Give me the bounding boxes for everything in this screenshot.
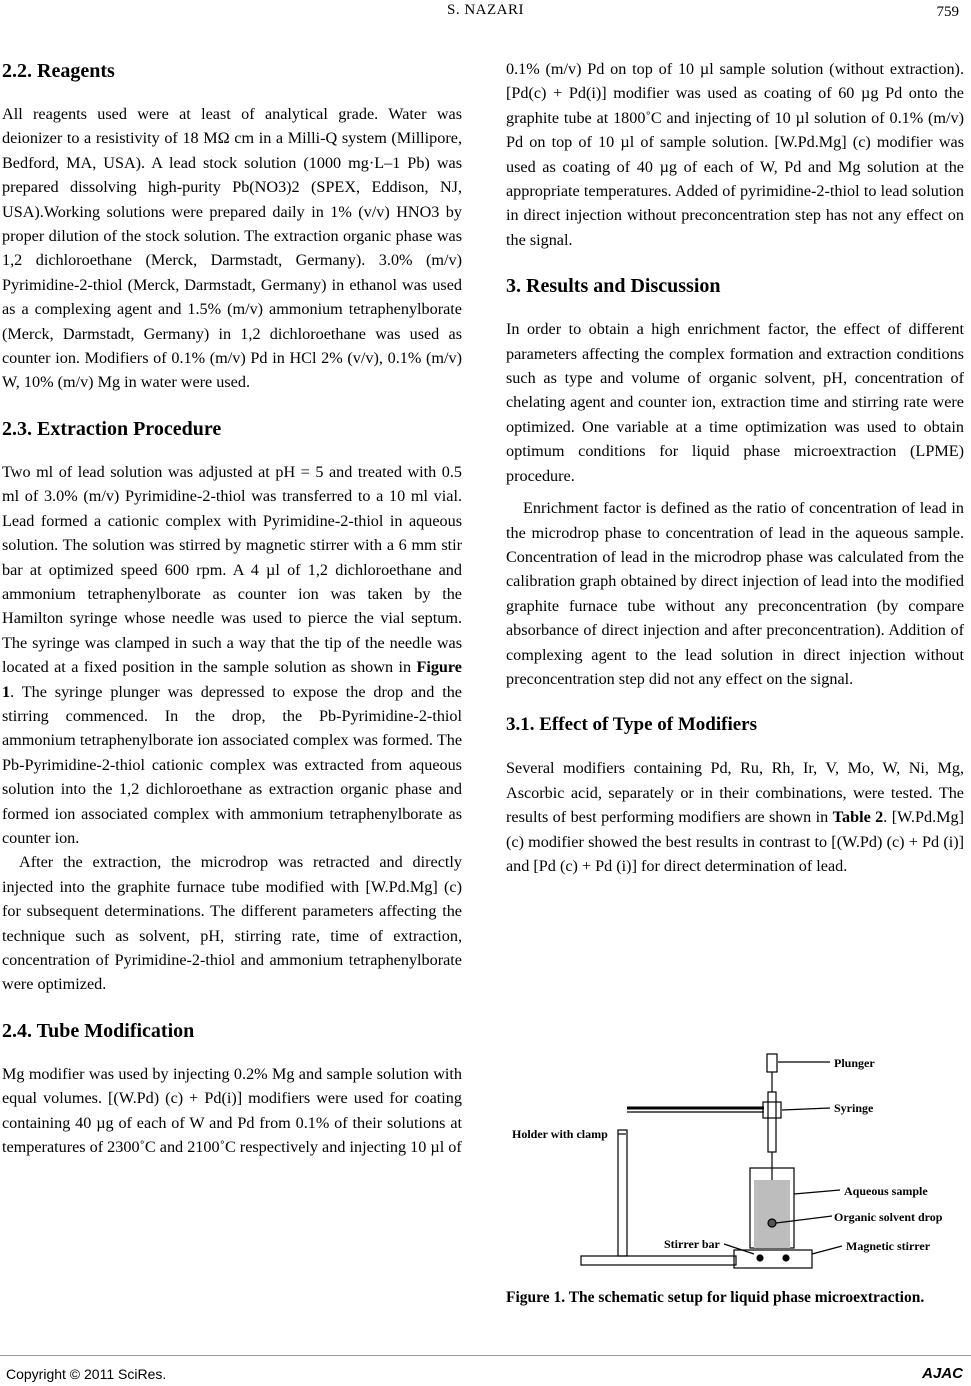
tube-paragraph: Mg modifier was used by injecting 0.2% Mg and sample solution with equal volumes. [(W.Pd) (c) + Pd(i)] modifiers were used for coating containing 40 µg of each of W and Pd from 0.1% of their solutions at temperatures of 2300˚C and 2100˚C respectively and injecting 10 µl of [2, 1064, 462, 1157]
modifiers-paragraph [506, 756, 964, 878]
page-number: 759 [936, 4, 959, 20]
right-column [506, 57, 964, 878]
copyright: Copyright © 2011 SciRes. [6, 1366, 167, 1382]
journal-abbrev: AJAC [922, 1365, 963, 1382]
extraction-paragraph-2: After the extraction, the microdrop was retracted and directly injected into the graphite furnace tube modified with [W.Pd.Mg] (c) for subsequent determinations. The different parameters affecting the technique such as solvent, pH, stirring rate, time of extraction, concentration of Pyrimidine-2-thiol and ammonium tetraphenylborate were optimized. [2, 853, 462, 994]
setup-diagram [506, 1040, 964, 1290]
syringe-barrel [768, 1092, 776, 1152]
running-title: S. NAZARI [446, 2, 524, 18]
extraction-text-1-end: . The syringe plunger was depressed to expose the drop and the stirring commenced. In the drop, the Pb-Pyrimidine-2-thiol ammonium tetraphenylborate ion associated complex was formed. The Pb-Pyrimidine-2-thiol cationic complex was extracted from aqueous solution into the 1,2 dichloroethane as extraction organic phase and formed ion associated complex with ammonium tetraphenylborate as counter ion. [2, 682, 462, 847]
section-heading-results: 3. Results and Discussion [506, 275, 721, 298]
plunger-top [767, 1054, 777, 1072]
label-aqueous: Aqueous sample [844, 1184, 928, 1198]
label-holder: Holder with clamp [512, 1127, 608, 1141]
footer-divider [0, 1355, 971, 1356]
aqueous-sample [754, 1180, 790, 1248]
label-drop: Organic solvent drop [834, 1210, 943, 1224]
label-plunger: Plunger [834, 1056, 875, 1070]
extraction-text-1: Two ml of lead solution was adjusted at pH = 5 and treated with 0.5 ml of 3.0% (m/v) Pyrimidine-2-thiol was transferred to a 10 ml vial. Lead formed a cationic complex with Pyrimidine-2-thiol in aqueous solution. The solution was stirred by magnetic stirrer with a 6 mm stir bar at optimized speed 600 rpm. A 4 µl of 1,2 dichloroethane and ammonium tetraphenylborate as counter ion was taken by the Hamilton syringe whose needle was used to pierce the vial septum. The syringe was clamped in such a way that the tip of the needle was located at a fixed position in the sample solution as shown in [2, 462, 462, 677]
magnetic-stirrer [734, 1250, 812, 1268]
section-heading-extraction: 2.3. Extraction Procedure [2, 417, 222, 440]
figure-reference: Figure 1 [2, 658, 462, 701]
figure-caption: Figure 1. The schematic setup for liquid phase microextraction. [506, 1289, 925, 1306]
section-heading-reagents: 2.2. Reagents [2, 60, 115, 82]
stand-pole [618, 1130, 627, 1256]
reagents-paragraph: All reagents used were at least of analytical grade. Water was deionizer to a resistivity of 18 MΩ cm in a Milli-Q system (Millipore, Bedford, MA, USA). A lead stock solution (1000 mg·L–1 Pb) was prepared dissolving high-purity Pb(NO3)2 (SPEX, Eddison, NJ, USA).Working solutions were prepared daily in 1% (v/v) HNO3 by proper dilution of the stock solution. The extraction organic phase was 1,2 dichloroethane (Merck, Darmstadt, Germany). 3.0% (m/v) Pyrimidine-2-thiol (Merck, Darmstadt, Germany) in ethanol was used as a complexing agent and 1.5% (m/v) ammonium tetraphenylborate (Merck, Darmstadt, Germany) in 1,2 dichloroethane was used as counter ion. Modifiers of 0.1% (m/v) Pd in HCl 2% (v/v), 0.1% (m/v) W, 10% (m/v) Mg in water were used. [2, 105, 462, 392]
label-magnetic: Magnetic stirrer [846, 1239, 931, 1253]
results-paragraph-1: In order to obtain a high enrichment factor, the effect of different parameters affecting the complex formation and extraction conditions such as type and volume of organic solvent, pH, concentration of chelating agent and counter ion, extraction time and stirring rate were optimized. One variable at a time optimization was used to obtain optimum conditions for liquid phase microextraction (LPME) procedure. [506, 320, 964, 485]
setup-figure [506, 1040, 964, 1290]
stirrer-bar [757, 1255, 763, 1261]
solvent-drop [768, 1219, 776, 1227]
label-syringe: Syringe [834, 1101, 874, 1115]
results-paragraph-2: Enrichment factor is defined as the ratio of concentration of lead in the microdrop phase to concentration of lead in the aqueous sample. Concentration of lead in the microdrop phase was calculated from the calibration graph obtained by direct injection of lead into the modified graphite furnace tube without any preconcentration (by compare absorbance of direct injection and after preconcentration). Addition of complexing agent to the lead solution in direct injection without preconcentration step did not any effect on the signal. [506, 499, 964, 688]
left-column [2, 58, 462, 1159]
modifiers-text-end: . [W.Pd.Mg] (c) modifier showed the best results in contrast to [(W.Pd) (c) + Pd (i)] and [Pd (c) + Pd (i)] for direct determination of lead. [506, 808, 964, 875]
stand-base [581, 1256, 736, 1265]
label-stirrer-bar: Stirrer bar [664, 1237, 720, 1251]
modifiers-text: Several modifiers containing Pd, Ru, Rh, Ir, V, Mo, W, Ni, Mg, Ascorbic acid, separately or in their combinations, were tested. The results of best performing modifiers are shown in [506, 759, 964, 827]
continuation-paragraph: 0.1% (m/v) Pd on top of 10 µl sample solution (without extraction). [Pd(c) + Pd(i)] modifier was used as coating of 60 µg Pd onto the graphite tube at 1800˚C and injecting of 10 µl solution of 0.1% (m/v) Pd on top of 10 µl of sample solution. [W.Pd.Mg] (c) modifier was used as coating of 40 µg of each of W, Pd and Mg solution at the appropriate temperatures. Added of pyrimidine-2-thiol to lead solution in direct injection without preconcentration step has not any effect on the signal. [506, 60, 964, 249]
table-reference: Table 2 [832, 808, 884, 827]
section-heading-tube: 2.4. Tube Modification [2, 1019, 195, 1042]
syringe-clamp [763, 1102, 781, 1118]
section-heading-modifiers: 3.1. Effect of Type of Modifiers [506, 714, 757, 736]
extraction-paragraph-1 [2, 460, 462, 851]
